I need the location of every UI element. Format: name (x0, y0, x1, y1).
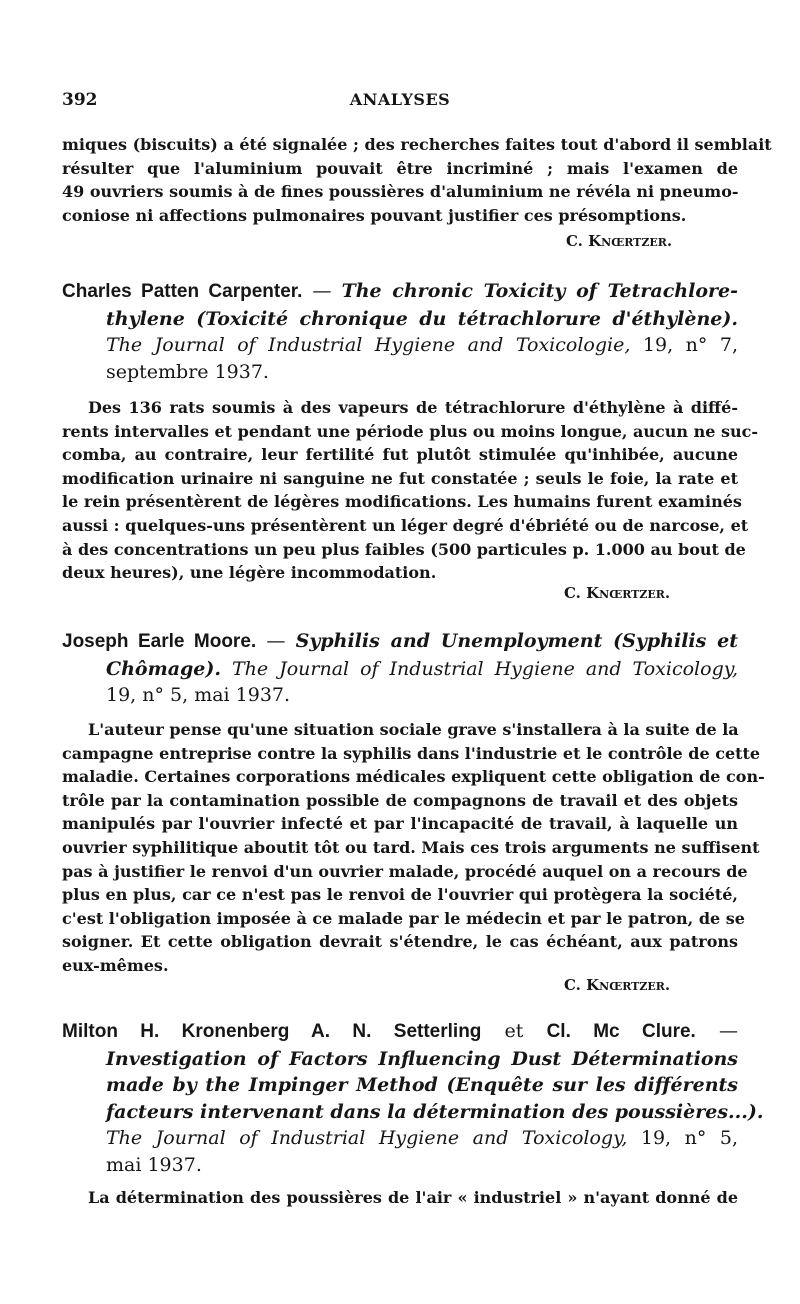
journal-name: The Journal of Industrial Hygiene and Toxicologie, (106, 334, 631, 356)
text-line: eux-mêmes. (62, 955, 169, 975)
text-line: rents intervalles et pendant une période plus ou moins longue, aucun ne suc- (62, 421, 759, 441)
text-line: à des concentrations un peu plus faibles (500 particules p. 1.000 au bout de (62, 539, 746, 559)
page-header (62, 90, 738, 116)
entry-heading-kronenberg: Milton H. Kronenberg A. N. Setterling et Cl. Mc Clure. — Investigation of Factors Influencing Dust Déterminations made by the Impinger Method (Enquête sur les différents facteurs intervenant dans la détermination des poussières...). The Journal of Industrial Hygiene and Toxicology, 19, n° 5, mai 1937. (62, 1018, 738, 1178)
text-line: 49 ouvriers soumis à de fines poussières d'aluminium ne révéla ni pneumo- (62, 182, 739, 202)
author-name: Milton H. Kronenberg A. N. Setterling (62, 1021, 482, 1042)
journal-name: The Journal of Industrial Hygiene and Toxicology, (106, 1127, 628, 1149)
article-title: made by the Impinger Method (Enquête sur les différents (106, 1074, 738, 1096)
journal-name: The Journal of Industrial Hygiene and Toxicology, (221, 657, 738, 680)
text-line: résulter que l'aluminium pouvait être incriminé ; mais l'examen de (62, 158, 738, 178)
signature: C. Knœrtzer. (564, 584, 671, 602)
article-title: Chômage). (106, 657, 222, 680)
article-title: Investigation of Factors Influencing Dust Déterminations (106, 1047, 738, 1070)
entry-body-moore (62, 718, 765, 978)
text-line: modification urinaire ni sanguine ne fut constatée ; seuls le foie, la rate et (62, 468, 738, 488)
text-line: manipulés par l'ouvrier infecté et par l'incapacité de travail, à laquelle un (62, 814, 738, 834)
text-line: deux heures), une légère incommodation. (62, 563, 437, 583)
entry-body-carpenter (62, 396, 759, 585)
text-line: plus en plus, car ce n'est pas le renvoi de l'ouvrier qui protègera la société, (62, 885, 738, 905)
text-line: campagne entreprise contre la syphilis dans l'industrie et le contrôle de cette (62, 743, 761, 763)
journal-date: septembre 1937. (106, 360, 269, 383)
text-line: La détermination des poussières de l'air « industriel » n'ayant donné de (88, 1188, 738, 1207)
signature: C. Knœrtzer. (566, 232, 673, 250)
entry-heading-moore: Joseph Earle Moore. — Syphilis and Unemployment (Syphilis et Chômage). The Journal of Industrial Hygiene and Toxicology, 19, n° 5, mai 1937. (62, 628, 738, 709)
running-title: ANALYSES (349, 90, 451, 109)
text-line: maladie. Certaines corporations médicales expliquent cette obligation de con- (62, 767, 765, 787)
journal-volume: 19, n° 5, (627, 1127, 738, 1149)
text-line: coniose ni affections pulmonaires pouvant justifier ces présomptions. (62, 205, 687, 225)
text-line: c'est l'obligation imposée à ce malade par le médecin et par le patron, de se (62, 908, 745, 928)
intro-paragraph (62, 133, 772, 227)
article-title: The chronic Toxicity of Tetrachlore- (341, 280, 738, 302)
text-line: aussi : quelques-uns présentèrent un léger degré d'ébriété ou de narcose, et (62, 515, 749, 535)
journal-date: mai 1937. (106, 1153, 202, 1176)
text-line: pas à justifier le renvoi d'un ouvrier malade, procédé auquel on a recours de (62, 861, 748, 881)
author-name: Charles Patten Carpenter. (62, 281, 303, 302)
text-line: trôle par la contamination possible de compagnons de travail et des objets (62, 790, 738, 810)
text-line: L'auteur pense qu'une situation sociale grave s'installera à la suite de la (88, 720, 739, 739)
page-number: 392 (62, 90, 98, 110)
text-line: ouvrier syphilitique aboutit tôt ou tard. Mais ces trois arguments ne suffisent (62, 837, 760, 857)
text-line: le rein présentèrent de légères modifications. Les humains furent examinés (62, 492, 742, 512)
article-title: facteurs intervenant dans la détermination des poussières...). (106, 1100, 764, 1123)
signature: C. Knœrtzer. (564, 976, 671, 994)
journal-volume: 19, n° 5, mai 1937. (106, 684, 291, 706)
author-name: Cl. Mc Clure. (546, 1021, 696, 1042)
text-line: Des 136 rats soumis à des vapeurs de tétrachlorure d'éthylène à diffé- (88, 398, 738, 417)
entry-body-kronenberg (62, 1186, 738, 1210)
author-name: Joseph Earle Moore. (62, 631, 257, 652)
article-title: thylene (Toxicité chronique du tétrachlorure d'éthylène). (106, 307, 738, 330)
text-line: soigner. Et cette obligation devrait s'étendre, le cas échéant, aux patrons (62, 932, 738, 952)
entry-heading-carpenter: Charles Patten Carpenter. — The chronic Toxicity of Tetrachlore- thylene (Toxicité chronique du tétrachlorure d'éthylène). The Journal of Industrial Hygiene and Toxicologie, 19, n° 7, septembre 1937. (62, 278, 738, 385)
text-line: miques (biscuits) a été signalée ; des recherches faites tout d'abord il semblait (62, 135, 772, 154)
article-title: Syphilis and Unemployment (Syphilis et (295, 630, 738, 652)
journal-volume: 19, n° 7, (630, 334, 739, 356)
text-line: comba, au contraire, leur fertilité fut plutôt stimulée qu'inhibée, aucune (62, 445, 738, 465)
